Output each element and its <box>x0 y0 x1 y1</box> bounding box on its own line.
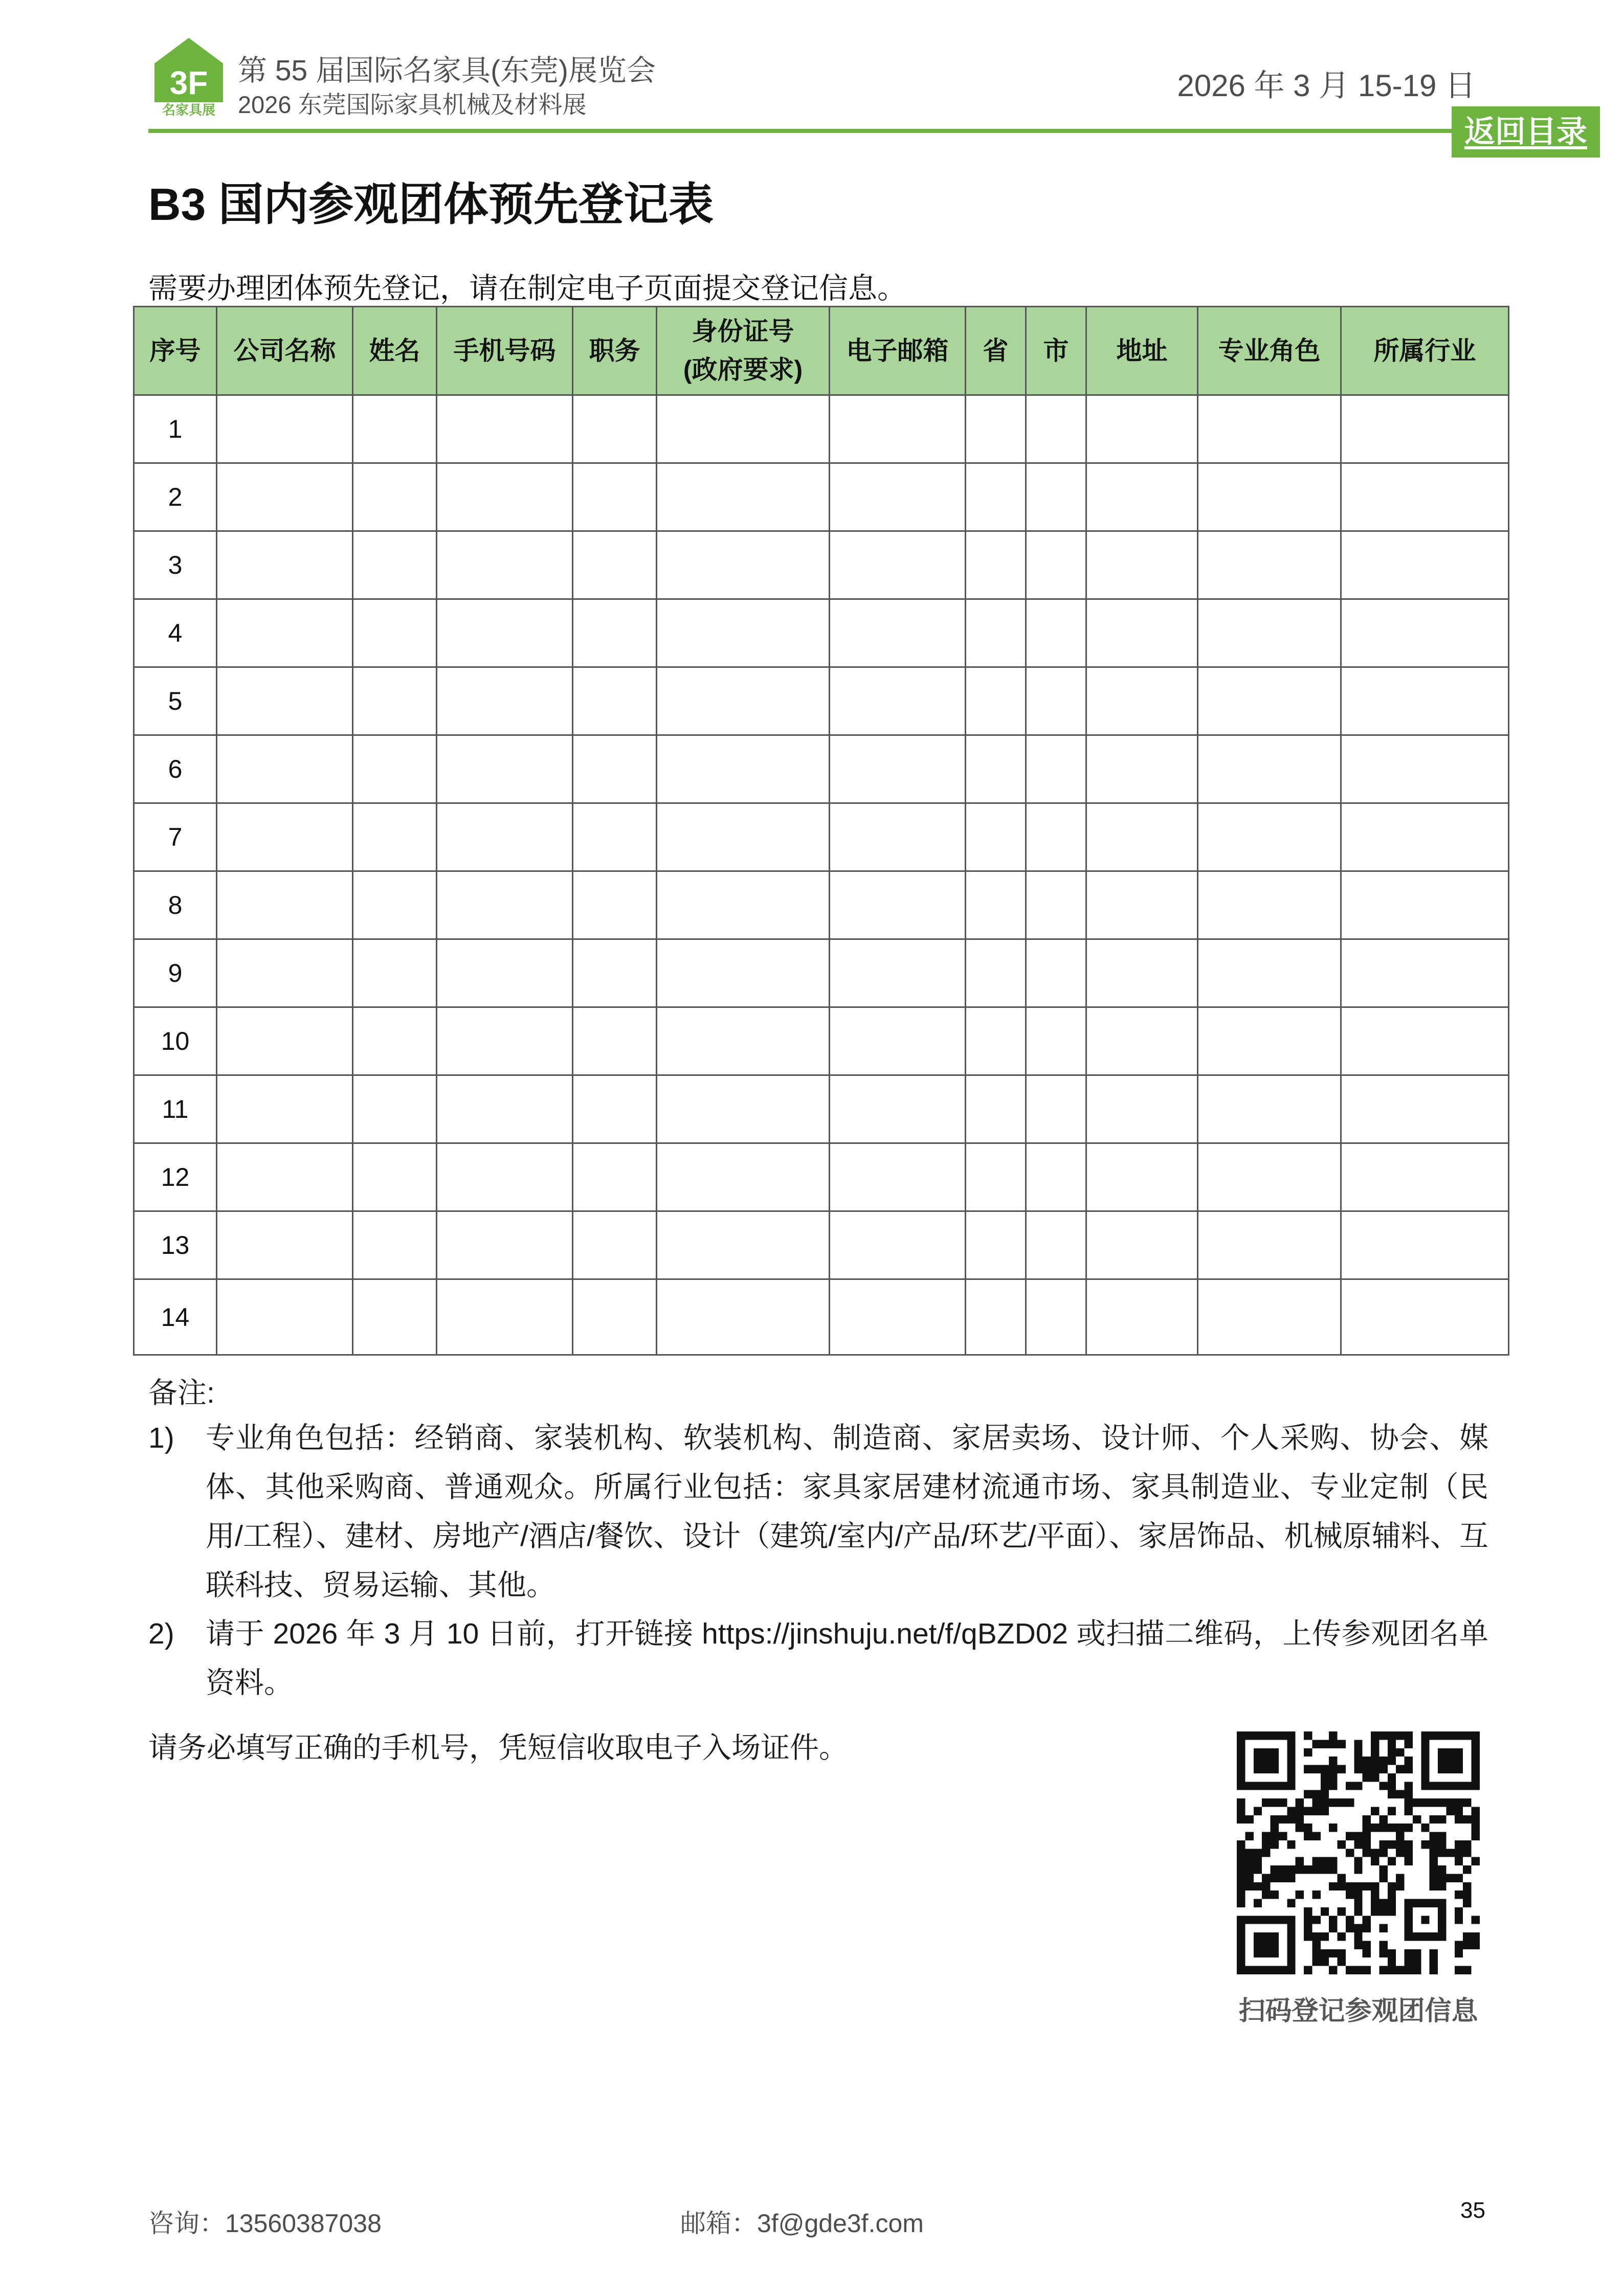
table-cell[interactable] <box>353 599 437 667</box>
table-cell[interactable] <box>966 599 1026 667</box>
note-text: 专业角色包括：经销商、家装机构、软装机构、制造商、家居卖场、设计师、个人采购、协会、媒体、其他采购商、普通观众。所属行业包括：家具家居建材流通市场、家具制造业、专业定制（民用/工程）、建材、房地产/酒店/餐饮、设计（建筑/室内/产品/环艺/平面）、家居饰品、机械原辅料、互联科技、贸易运输、其他。 <box>206 1422 1488 1602</box>
col-header-index: 序号 <box>134 307 217 395</box>
table-row <box>134 463 1509 531</box>
table-cell[interactable] <box>830 599 966 667</box>
row-index: 4 <box>134 599 217 667</box>
table-cell[interactable] <box>966 463 1026 531</box>
table-cell[interactable] <box>1341 463 1509 531</box>
table-cell[interactable] <box>966 871 1026 939</box>
table-cell[interactable] <box>217 871 353 939</box>
table-cell[interactable] <box>573 599 657 667</box>
table-row <box>134 735 1509 803</box>
table-cell[interactable] <box>1026 939 1086 1007</box>
table-cell[interactable] <box>1086 1143 1198 1211</box>
table-cell[interactable] <box>437 803 573 871</box>
col-header-id-note: (政府要求) <box>683 355 803 384</box>
table-row <box>134 599 1509 667</box>
table-cell[interactable] <box>353 1007 437 1075</box>
table-cell[interactable] <box>573 871 657 939</box>
table-cell[interactable] <box>1026 1279 1086 1355</box>
col-header-role: 专业角色 <box>1198 307 1341 395</box>
table-cell[interactable] <box>830 667 966 735</box>
table-cell[interactable] <box>1341 939 1509 1007</box>
table-cell[interactable] <box>1198 463 1341 531</box>
logo-mark: 3F <box>169 64 208 101</box>
table-cell[interactable] <box>1341 667 1509 735</box>
table-cell[interactable] <box>1026 599 1086 667</box>
table-cell[interactable] <box>437 1279 573 1355</box>
table-cell[interactable] <box>1026 1007 1086 1075</box>
table-cell[interactable] <box>217 1211 353 1279</box>
table-cell[interactable] <box>1086 1007 1198 1075</box>
row-index: 11 <box>134 1075 217 1143</box>
table-cell[interactable] <box>1341 1143 1509 1211</box>
table-cell[interactable] <box>1026 871 1086 939</box>
table-cell[interactable] <box>573 1211 657 1279</box>
table-cell[interactable] <box>830 939 966 1007</box>
table-cell[interactable] <box>1341 735 1509 803</box>
table-cell[interactable] <box>353 1075 437 1143</box>
table-cell[interactable] <box>830 531 966 599</box>
table-cell[interactable] <box>1086 395 1198 463</box>
table-cell[interactable] <box>830 803 966 871</box>
table-cell[interactable] <box>1026 1211 1086 1279</box>
event-subtitle: 2026 东莞国际家具机械及材料展 <box>238 91 587 118</box>
table-cell[interactable] <box>1086 735 1198 803</box>
table-row <box>134 1211 1509 1279</box>
table-cell[interactable] <box>1198 1007 1341 1075</box>
row-index: 1 <box>134 395 217 463</box>
event-title: 第 55 届国际名家具(东莞)展览会 <box>238 54 656 87</box>
table-row <box>134 667 1509 735</box>
table-cell[interactable] <box>830 395 966 463</box>
table-cell[interactable] <box>830 735 966 803</box>
table-cell[interactable] <box>966 735 1026 803</box>
table-cell[interactable] <box>657 735 830 803</box>
row-index: 9 <box>134 939 217 1007</box>
col-header-email: 电子邮箱 <box>830 307 966 395</box>
table-cell[interactable] <box>573 1007 657 1075</box>
table-cell[interactable] <box>1198 1211 1341 1279</box>
table-cell[interactable] <box>1026 531 1086 599</box>
note-number: 1) <box>148 1422 174 1454</box>
table-cell[interactable] <box>966 803 1026 871</box>
table-cell[interactable] <box>437 1007 573 1075</box>
table-cell[interactable] <box>353 939 437 1007</box>
table-cell[interactable] <box>657 1211 830 1279</box>
col-header-city: 市 <box>1026 307 1086 395</box>
table-cell[interactable] <box>217 1143 353 1211</box>
col-header-position: 职务 <box>573 307 657 395</box>
table-cell[interactable] <box>1341 1007 1509 1075</box>
table-cell[interactable] <box>657 1279 830 1355</box>
table-cell[interactable] <box>1341 599 1509 667</box>
table-cell[interactable] <box>1198 803 1341 871</box>
table-cell[interactable] <box>437 1143 573 1211</box>
table-cell[interactable] <box>966 667 1026 735</box>
brand-logo <box>153 37 224 121</box>
table-cell[interactable] <box>573 1075 657 1143</box>
table-cell[interactable] <box>966 1279 1026 1355</box>
table-cell[interactable] <box>1198 1075 1341 1143</box>
table-cell[interactable] <box>437 395 573 463</box>
phone-reminder: 请务必填写正确的手机号，凭短信收取电子入场证件。 <box>148 1731 848 1764</box>
table-cell[interactable] <box>437 735 573 803</box>
note-text: 请于 2026 年 3 月 10 日前，打开链接 https://jinshuju.net/f/qBZD02 或扫描二维码，上传参观团名单资料。 <box>206 1617 1488 1699</box>
table-cell[interactable] <box>1026 1143 1086 1211</box>
table-cell[interactable] <box>217 803 353 871</box>
row-index: 10 <box>134 1007 217 1075</box>
row-index: 12 <box>134 1143 217 1211</box>
table-cell[interactable] <box>573 803 657 871</box>
table-cell[interactable] <box>1086 871 1198 939</box>
notes-heading: 备注: <box>148 1377 215 1409</box>
table-cell[interactable] <box>1086 599 1198 667</box>
table-header-row <box>134 307 1509 395</box>
row-index: 3 <box>134 531 217 599</box>
table-cell[interactable] <box>217 463 353 531</box>
table-cell[interactable] <box>1341 1279 1509 1355</box>
table-cell[interactable] <box>1086 531 1198 599</box>
row-index: 2 <box>134 463 217 531</box>
table-cell[interactable] <box>217 599 353 667</box>
col-header-name: 姓名 <box>353 307 437 395</box>
table-cell[interactable] <box>1198 939 1341 1007</box>
table-cell[interactable] <box>573 395 657 463</box>
col-header-id-number <box>657 307 830 395</box>
table-cell[interactable] <box>1086 803 1198 871</box>
table-cell[interactable] <box>657 531 830 599</box>
table-cell[interactable] <box>353 1143 437 1211</box>
table-cell[interactable] <box>830 1211 966 1279</box>
note-item <box>148 1413 1488 1610</box>
col-header-address: 地址 <box>1086 307 1198 395</box>
table-cell[interactable] <box>1198 531 1341 599</box>
row-index: 14 <box>134 1279 217 1355</box>
table-cell[interactable] <box>573 667 657 735</box>
qr-caption: 扫码登记参观团信息 <box>1238 1996 1478 2026</box>
col-header-phone: 手机号码 <box>437 307 573 395</box>
table-row <box>134 395 1509 463</box>
col-header-company: 公司名称 <box>217 307 353 395</box>
table-cell[interactable] <box>573 1279 657 1355</box>
table-cell[interactable] <box>830 1279 966 1355</box>
table-cell[interactable] <box>437 1211 573 1279</box>
table-cell[interactable] <box>217 531 353 599</box>
table-cell[interactable] <box>573 939 657 1007</box>
intro-text: 需要办理团体预先登记，请在制定电子页面提交登记信息。 <box>148 272 906 305</box>
page-number: 35 <box>1460 2198 1485 2223</box>
col-header-industry: 所属行业 <box>1341 307 1509 395</box>
table-row <box>134 1075 1509 1143</box>
table-cell[interactable] <box>437 667 573 735</box>
table-row <box>134 1279 1509 1355</box>
table-cell[interactable] <box>966 939 1026 1007</box>
table-cell[interactable] <box>1086 463 1198 531</box>
table-cell[interactable] <box>966 1007 1026 1075</box>
table-cell[interactable] <box>1341 1211 1509 1279</box>
table-cell[interactable] <box>657 1075 830 1143</box>
table-cell[interactable] <box>1198 395 1341 463</box>
table-row <box>134 1007 1509 1075</box>
table-cell[interactable] <box>1086 667 1198 735</box>
table-cell[interactable] <box>437 1075 573 1143</box>
table-cell[interactable] <box>657 803 830 871</box>
table-cell[interactable] <box>966 1143 1026 1211</box>
table-cell[interactable] <box>353 871 437 939</box>
table-cell[interactable] <box>1026 803 1086 871</box>
table-row <box>134 803 1509 871</box>
table-cell[interactable] <box>1026 667 1086 735</box>
table-cell[interactable] <box>437 531 573 599</box>
table-cell[interactable] <box>1198 1143 1341 1211</box>
table-cell[interactable] <box>353 395 437 463</box>
table-cell[interactable] <box>353 735 437 803</box>
table-cell[interactable] <box>966 395 1026 463</box>
table-cell[interactable] <box>437 939 573 1007</box>
table-cell[interactable] <box>657 1007 830 1075</box>
table-cell[interactable] <box>1198 599 1341 667</box>
table-cell[interactable] <box>1198 735 1341 803</box>
table-cell[interactable] <box>217 1075 353 1143</box>
table-cell[interactable] <box>1341 395 1509 463</box>
table-cell[interactable] <box>353 1211 437 1279</box>
table-cell[interactable] <box>1026 1075 1086 1143</box>
table-cell[interactable] <box>353 531 437 599</box>
table-cell[interactable] <box>217 667 353 735</box>
table-cell[interactable] <box>1086 939 1198 1007</box>
table-cell[interactable] <box>1341 803 1509 871</box>
logo-text: 名家具展 <box>162 103 216 118</box>
qr-code-icon[interactable] <box>1237 1731 1480 1974</box>
col-header-id-label: 身份证号 <box>692 317 794 346</box>
table-cell[interactable] <box>353 1279 437 1355</box>
col-header-province: 省 <box>966 307 1026 395</box>
header-divider <box>148 129 1453 133</box>
table-cell[interactable] <box>966 531 1026 599</box>
table-cell[interactable] <box>437 599 573 667</box>
table-cell[interactable] <box>966 1075 1026 1143</box>
table-row <box>134 939 1509 1007</box>
table-cell[interactable] <box>217 735 353 803</box>
row-index: 5 <box>134 667 217 735</box>
table-cell[interactable] <box>573 531 657 599</box>
registration-table <box>133 306 1509 1356</box>
table-cell[interactable] <box>573 1143 657 1211</box>
table-cell[interactable] <box>1026 395 1086 463</box>
table-cell[interactable] <box>1086 1075 1198 1143</box>
table-cell[interactable] <box>657 463 830 531</box>
table-cell[interactable] <box>657 871 830 939</box>
table-cell[interactable] <box>1341 1075 1509 1143</box>
table-cell[interactable] <box>573 735 657 803</box>
table-row <box>134 871 1509 939</box>
table-cell[interactable] <box>1086 1211 1198 1279</box>
note-number: 2) <box>148 1617 174 1650</box>
footer-email: 邮箱：3f@gde3f.com <box>680 2209 924 2238</box>
table-cell[interactable] <box>657 939 830 1007</box>
page-title: B3 国内参观团体预先登记表 <box>148 179 714 230</box>
table-cell[interactable] <box>657 599 830 667</box>
row-index: 6 <box>134 735 217 803</box>
table-cell[interactable] <box>1198 1279 1341 1355</box>
table-cell[interactable] <box>830 871 966 939</box>
row-index: 7 <box>134 803 217 871</box>
row-index: 8 <box>134 871 217 939</box>
table-cell[interactable] <box>353 667 437 735</box>
table-cell[interactable] <box>657 395 830 463</box>
table-cell[interactable] <box>1341 871 1509 939</box>
table-cell[interactable] <box>1341 531 1509 599</box>
table-cell[interactable] <box>573 463 657 531</box>
row-index: 13 <box>134 1211 217 1279</box>
table-cell[interactable] <box>1198 871 1341 939</box>
table-row <box>134 531 1509 599</box>
table-cell[interactable] <box>217 1279 353 1355</box>
table-cell[interactable] <box>1026 463 1086 531</box>
table-cell[interactable] <box>217 395 353 463</box>
table-cell[interactable] <box>353 463 437 531</box>
table-cell[interactable] <box>353 803 437 871</box>
footer-phone: 咨询：13560387038 <box>148 2209 382 2238</box>
table-cell[interactable] <box>830 1075 966 1143</box>
table-cell[interactable] <box>830 1143 966 1211</box>
table-cell[interactable] <box>437 463 573 531</box>
table-cell[interactable] <box>437 871 573 939</box>
note-item <box>148 1609 1488 1707</box>
table-cell[interactable] <box>657 1143 830 1211</box>
table-cell[interactable] <box>217 939 353 1007</box>
table-cell[interactable] <box>1198 667 1341 735</box>
table-cell[interactable] <box>657 667 830 735</box>
event-date: 2026 年 3 月 15-19 日 <box>1177 69 1476 103</box>
table-cell[interactable] <box>217 1007 353 1075</box>
table-row <box>134 1143 1509 1211</box>
back-to-contents-button[interactable]: 返回目录 <box>1452 106 1600 157</box>
table-cell[interactable] <box>1026 735 1086 803</box>
table-cell[interactable] <box>1086 1279 1198 1355</box>
table-cell[interactable] <box>830 1007 966 1075</box>
table-cell[interactable] <box>966 1211 1026 1279</box>
table-cell[interactable] <box>830 463 966 531</box>
